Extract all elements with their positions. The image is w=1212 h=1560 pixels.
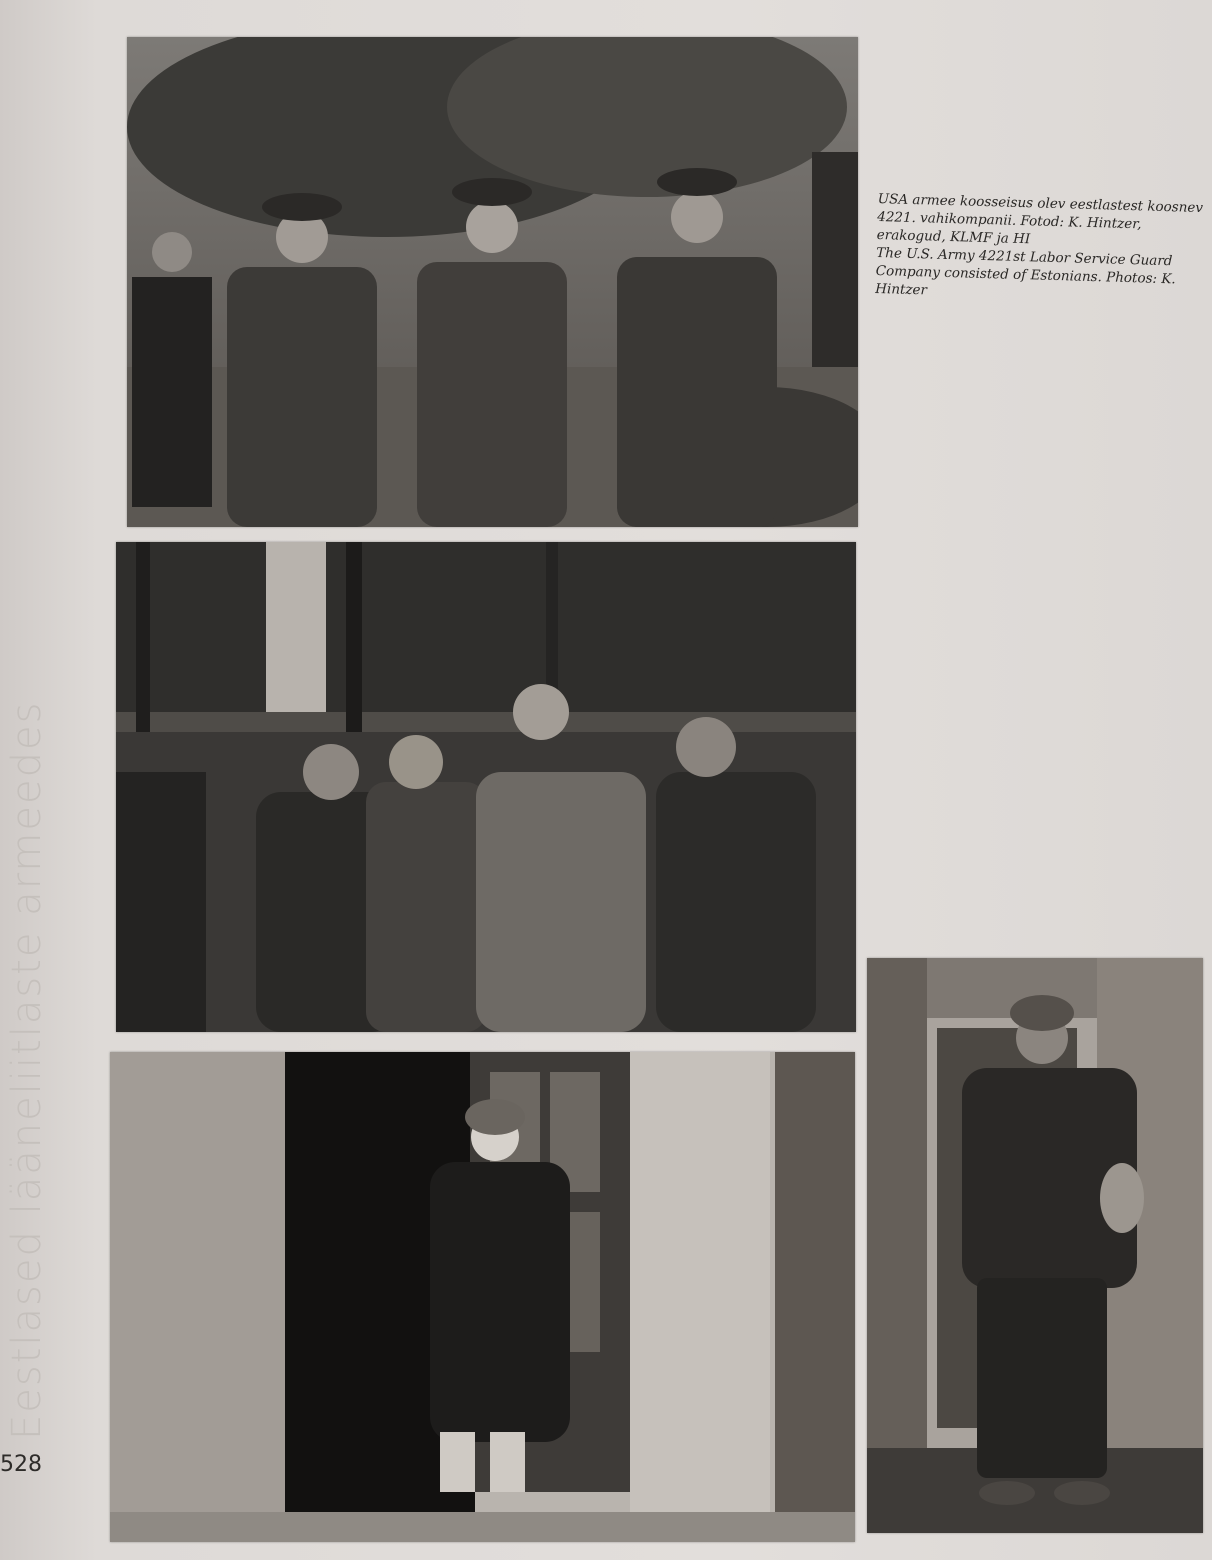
page-number: 528	[0, 1452, 42, 1477]
photo-doorway	[110, 1052, 855, 1542]
chapter-title-vertical: Eestlased lääneliitlaste armeedes	[4, 700, 50, 1440]
caption-english: The U.S. Army 4221st Labor Service Guard Company consisted of Estonians. Photos: K. Hintzer	[875, 244, 1176, 299]
caption-estonian: USA armee koosseisus olev eestlastest koosnev 4221. vahikompanii. Fotod: K. Hintzer, erakogud, KLMF ja HI	[876, 190, 1204, 248]
photo-officers	[127, 37, 858, 527]
photo-soldier-brick	[867, 958, 1203, 1533]
photo-crowd	[116, 542, 856, 1032]
photo-caption	[875, 190, 1208, 307]
